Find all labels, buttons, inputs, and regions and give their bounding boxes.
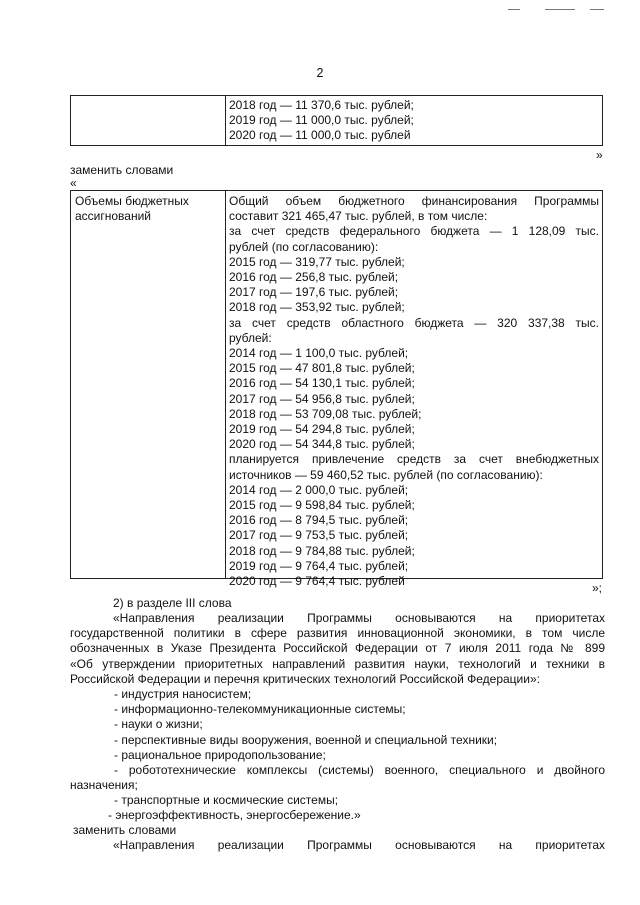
federal-line: рублей (по согласованию):: [229, 239, 379, 254]
replace-words-label: заменить словами: [73, 823, 177, 837]
paragraph-line: «Направления реализации Программы основываются на приоритетах: [113, 611, 605, 625]
year-row: 2019 год — 11 000,0 тыс. рублей;: [229, 113, 414, 128]
priority-list: [70, 793, 605, 823]
budget-table-new: [70, 190, 603, 589]
year-row: 2017 год — 9 753,5 тыс. рублей;: [229, 528, 409, 543]
year-row: 2017 год — 197,6 тыс. рублей;: [229, 285, 399, 300]
scan-mark: [590, 9, 604, 10]
year-row: 2020 год — 9 764,4 тыс. рублей: [229, 574, 405, 589]
year-row: 2018 год — 353,92 тыс. рублей;: [229, 300, 405, 315]
regional-line: за счет средств областного бюджета — 320 337,38 тыс.: [229, 315, 599, 330]
year-row: 2017 год — 54 956,8 тыс. рублей;: [229, 391, 415, 406]
close-quote: »: [596, 148, 603, 162]
year-row: 2016 год — 8 794,5 тыс. рублей;: [229, 513, 409, 528]
year-row: 2018 год — 9 784,88 тыс. рублей;: [229, 543, 415, 558]
year-row: 2018 год — 53 709,08 тыс. рублей;: [229, 406, 422, 421]
list-item: - энергоэффективность, энергосбережение.»: [108, 808, 361, 823]
table-right-cell: [229, 98, 414, 144]
year-row: 2015 год — 47 801,8 тыс. рублей;: [229, 361, 415, 376]
directions-paragraph: [70, 611, 605, 687]
list-item: - науки о жизни;: [114, 717, 203, 732]
section-heading: 2) в разделе III слова: [113, 596, 232, 610]
list-item: - транспортные и космические системы;: [114, 793, 339, 807]
year-row: 2014 год — 1 100,0 тыс. рублей;: [229, 346, 409, 361]
total-line: составит 321 465,47 тыс. рублей, в том числе:: [229, 209, 488, 224]
page-number: 2: [316, 66, 324, 80]
year-row: 2019 год — 9 764,4 тыс. рублей;: [229, 558, 409, 573]
extrabudget-line: источников — 59 460,52 тыс. рублей (по согласованию):: [229, 467, 543, 482]
list-item: - робототехнические комплексы (системы) военного, специального и двойного: [114, 763, 605, 777]
year-row: 2016 год — 54 130,1 тыс. рублей;: [229, 376, 415, 391]
year-row: 2015 год — 9 598,84 тыс. рублей;: [229, 498, 415, 513]
paragraph-line: государственной политики в сфере развития инновационной экономики, в том числе: [70, 626, 605, 641]
directions-paragraph: [70, 838, 605, 853]
replace-words-label: заменить словами: [70, 163, 174, 177]
paragraph-line: «Направления реализации Программы основываются на приоритетах: [113, 838, 605, 852]
year-row: 2020 год — 54 344,8 тыс. рублей;: [229, 437, 415, 452]
budget-table-old: [70, 95, 603, 146]
open-quote: «: [70, 176, 77, 190]
paragraph-line: «Об утверждении приоритетных направлений развития науки, технологий и техники в: [70, 656, 605, 671]
list-item: назначения;: [70, 778, 138, 793]
year-row: 2018 год — 11 370,6 тыс. рублей;: [229, 98, 414, 112]
list-item: - информационно-телекоммуникационные системы;: [114, 702, 406, 717]
robotics-item: [70, 763, 605, 793]
priority-list: [70, 687, 605, 763]
list-item: - индустрия наносистем;: [114, 687, 252, 701]
close-quote: »;: [592, 581, 603, 595]
total-line: Общий объем бюджетного финансирования Программы: [229, 194, 599, 208]
paragraph-line: Российской Федерации и перечня критических технологий Российской Федерации»:: [70, 671, 540, 686]
year-row: 2015 год — 319,77 тыс. рублей;: [229, 254, 405, 269]
extrabudget-line: планируется привлечение средств за счет внебюджетных: [229, 452, 599, 467]
year-row: 2016 год — 256,8 тыс. рублей;: [229, 270, 399, 285]
table-divider: [225, 191, 226, 578]
federal-line: за счет средств федерального бюджета — 1 128,09 тыс.: [229, 224, 599, 239]
budget-value-cell: [229, 194, 599, 589]
list-item: - перспективные виды вооружения, военной и специальной техники;: [114, 732, 498, 747]
regional-line: рублей:: [229, 330, 272, 345]
year-row: 2019 год — 54 294,8 тыс. рублей;: [229, 422, 415, 437]
list-item: - рациональное природопользование;: [114, 747, 326, 762]
scan-mark: [545, 9, 575, 10]
year-row: 2014 год — 2 000,0 тыс. рублей;: [229, 482, 409, 497]
table-divider: [225, 96, 226, 145]
paragraph-line: обозначенных в Указе Президента Российской Федерации от 7 июля 2011 года № 899: [70, 641, 605, 656]
year-row: 2020 год — 11 000,0 тыс. рублей: [229, 128, 411, 143]
budget-label-cell: Объемы бюджетных ассигнований: [75, 194, 189, 224]
scan-mark: [508, 9, 520, 10]
